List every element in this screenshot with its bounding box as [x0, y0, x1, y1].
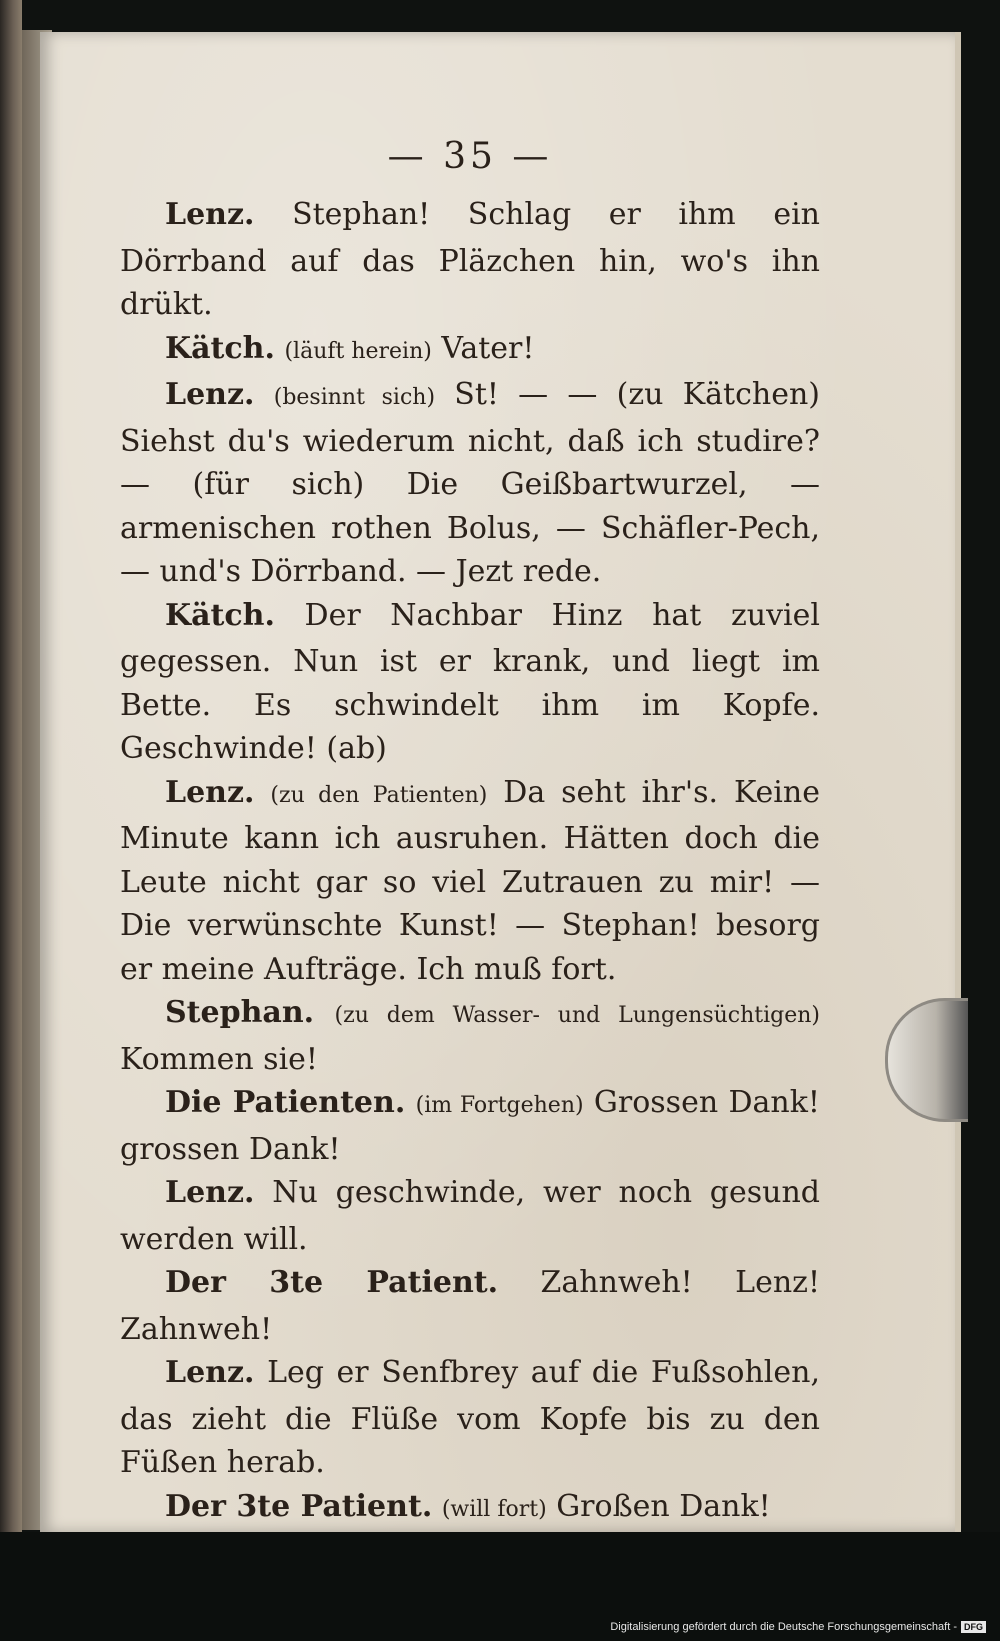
dialogue-text: Leg er Senfbrey auf die Fußsohlen, das zieht die Flüße vom Kopfe bis zu den Füßen herab.: [120, 1355, 820, 1480]
dialogue-text: Grossen Dank! grossen Dank!: [120, 1085, 820, 1167]
stage-direction: (zu dem Wasser- und Lungensüchtigen): [334, 1003, 820, 1028]
page-content: [120, 127, 820, 1591]
speaker-name: Kätch.: [165, 330, 275, 366]
dialogue-paragraph: [120, 1171, 820, 1261]
dialogue-text: Vater!: [441, 330, 535, 366]
dialogue-paragraph: [120, 327, 820, 374]
speaker-name: Lenz.: [165, 377, 255, 412]
dialogue-paragraph: [120, 991, 820, 1081]
speaker-name: Lenz.: [165, 1355, 255, 1390]
dialogue-text: Kommen sie!: [120, 1041, 318, 1077]
digitization-credit: [610, 1621, 986, 1633]
dialogue-paragraph: [120, 1351, 820, 1485]
speaker-name: Die Patienten.: [165, 1085, 406, 1120]
stage-direction: (will fort): [441, 1496, 547, 1522]
dialogue-paragraph: [120, 193, 820, 327]
dialogue-paragraph: [120, 1485, 820, 1532]
credit-text: Digitalisierung gefördert durch die Deutsche Forschungsgemeinschaft -: [610, 1621, 957, 1633]
dialogue-text: Der Nachbar Hinz hat zuviel gegessen. Nun ist er krank, und liegt im Bette. Es schwindelt ihm im Kopfe. Geschwinde! (ab): [120, 597, 820, 766]
speaker-name: Lenz.: [165, 197, 255, 232]
dialogue-paragraph: [120, 373, 820, 594]
dialogue-text: Da seht ihr's. Keine Minute kann ich ausruhen. Hätten doch die Leute nicht gar so viel Zutrauen zu mir! — Die verwünschte Kunst! — Stephan! besorg er meine Aufträge. Ich muß fort.: [120, 774, 820, 987]
speaker-name: Der 3te Patient.: [165, 1265, 499, 1300]
book-page: [40, 32, 961, 1532]
speaker-name: Lenz.: [165, 774, 255, 810]
speaker-name: Lenz.: [165, 1175, 255, 1210]
speaker-name: Der 3te Patient.: [165, 1488, 433, 1524]
stage-direction: (besinnt sich): [273, 385, 436, 410]
book-left-edge: [0, 0, 22, 1641]
dialogue-paragraph: [120, 1261, 820, 1351]
dialogue-text: Großen Dank!: [556, 1488, 771, 1524]
speaker-name: Kätch.: [165, 597, 275, 633]
dialogue-text: St! — — (zu Kätchen) Siehst du's wiederum nicht, daß ich studire? — (für sich) Die Geißbartwurzel, — armenischen rothen Bolus, — Schäfler-Pech, — und's Dörrband. — Jezt rede.: [120, 377, 820, 589]
stage-direction: (zu den Patienten): [270, 782, 488, 808]
dialogue-text: Zahnweh! Lenz! Zahnweh!: [120, 1265, 821, 1347]
dialogue-paragraph: [120, 771, 820, 992]
speaker-name: Stephan.: [165, 995, 315, 1030]
dialogue-paragraph: [120, 1081, 820, 1171]
stage-direction: (läuft herein): [284, 338, 432, 364]
dialogue-text: Stephan! Schlag er ihm ein Dörrband auf das Pläzchen hin, wo's ihn drükt.: [120, 197, 820, 322]
dfg-logo: DFG: [961, 1621, 986, 1633]
page-number: — 35 —: [387, 136, 553, 177]
dialogue-paragraph: [120, 594, 820, 771]
dialogue-text: Nu geschwinde, wer noch gesund werden will.: [120, 1175, 820, 1257]
stage-direction: (im Fortgehen): [415, 1093, 584, 1118]
